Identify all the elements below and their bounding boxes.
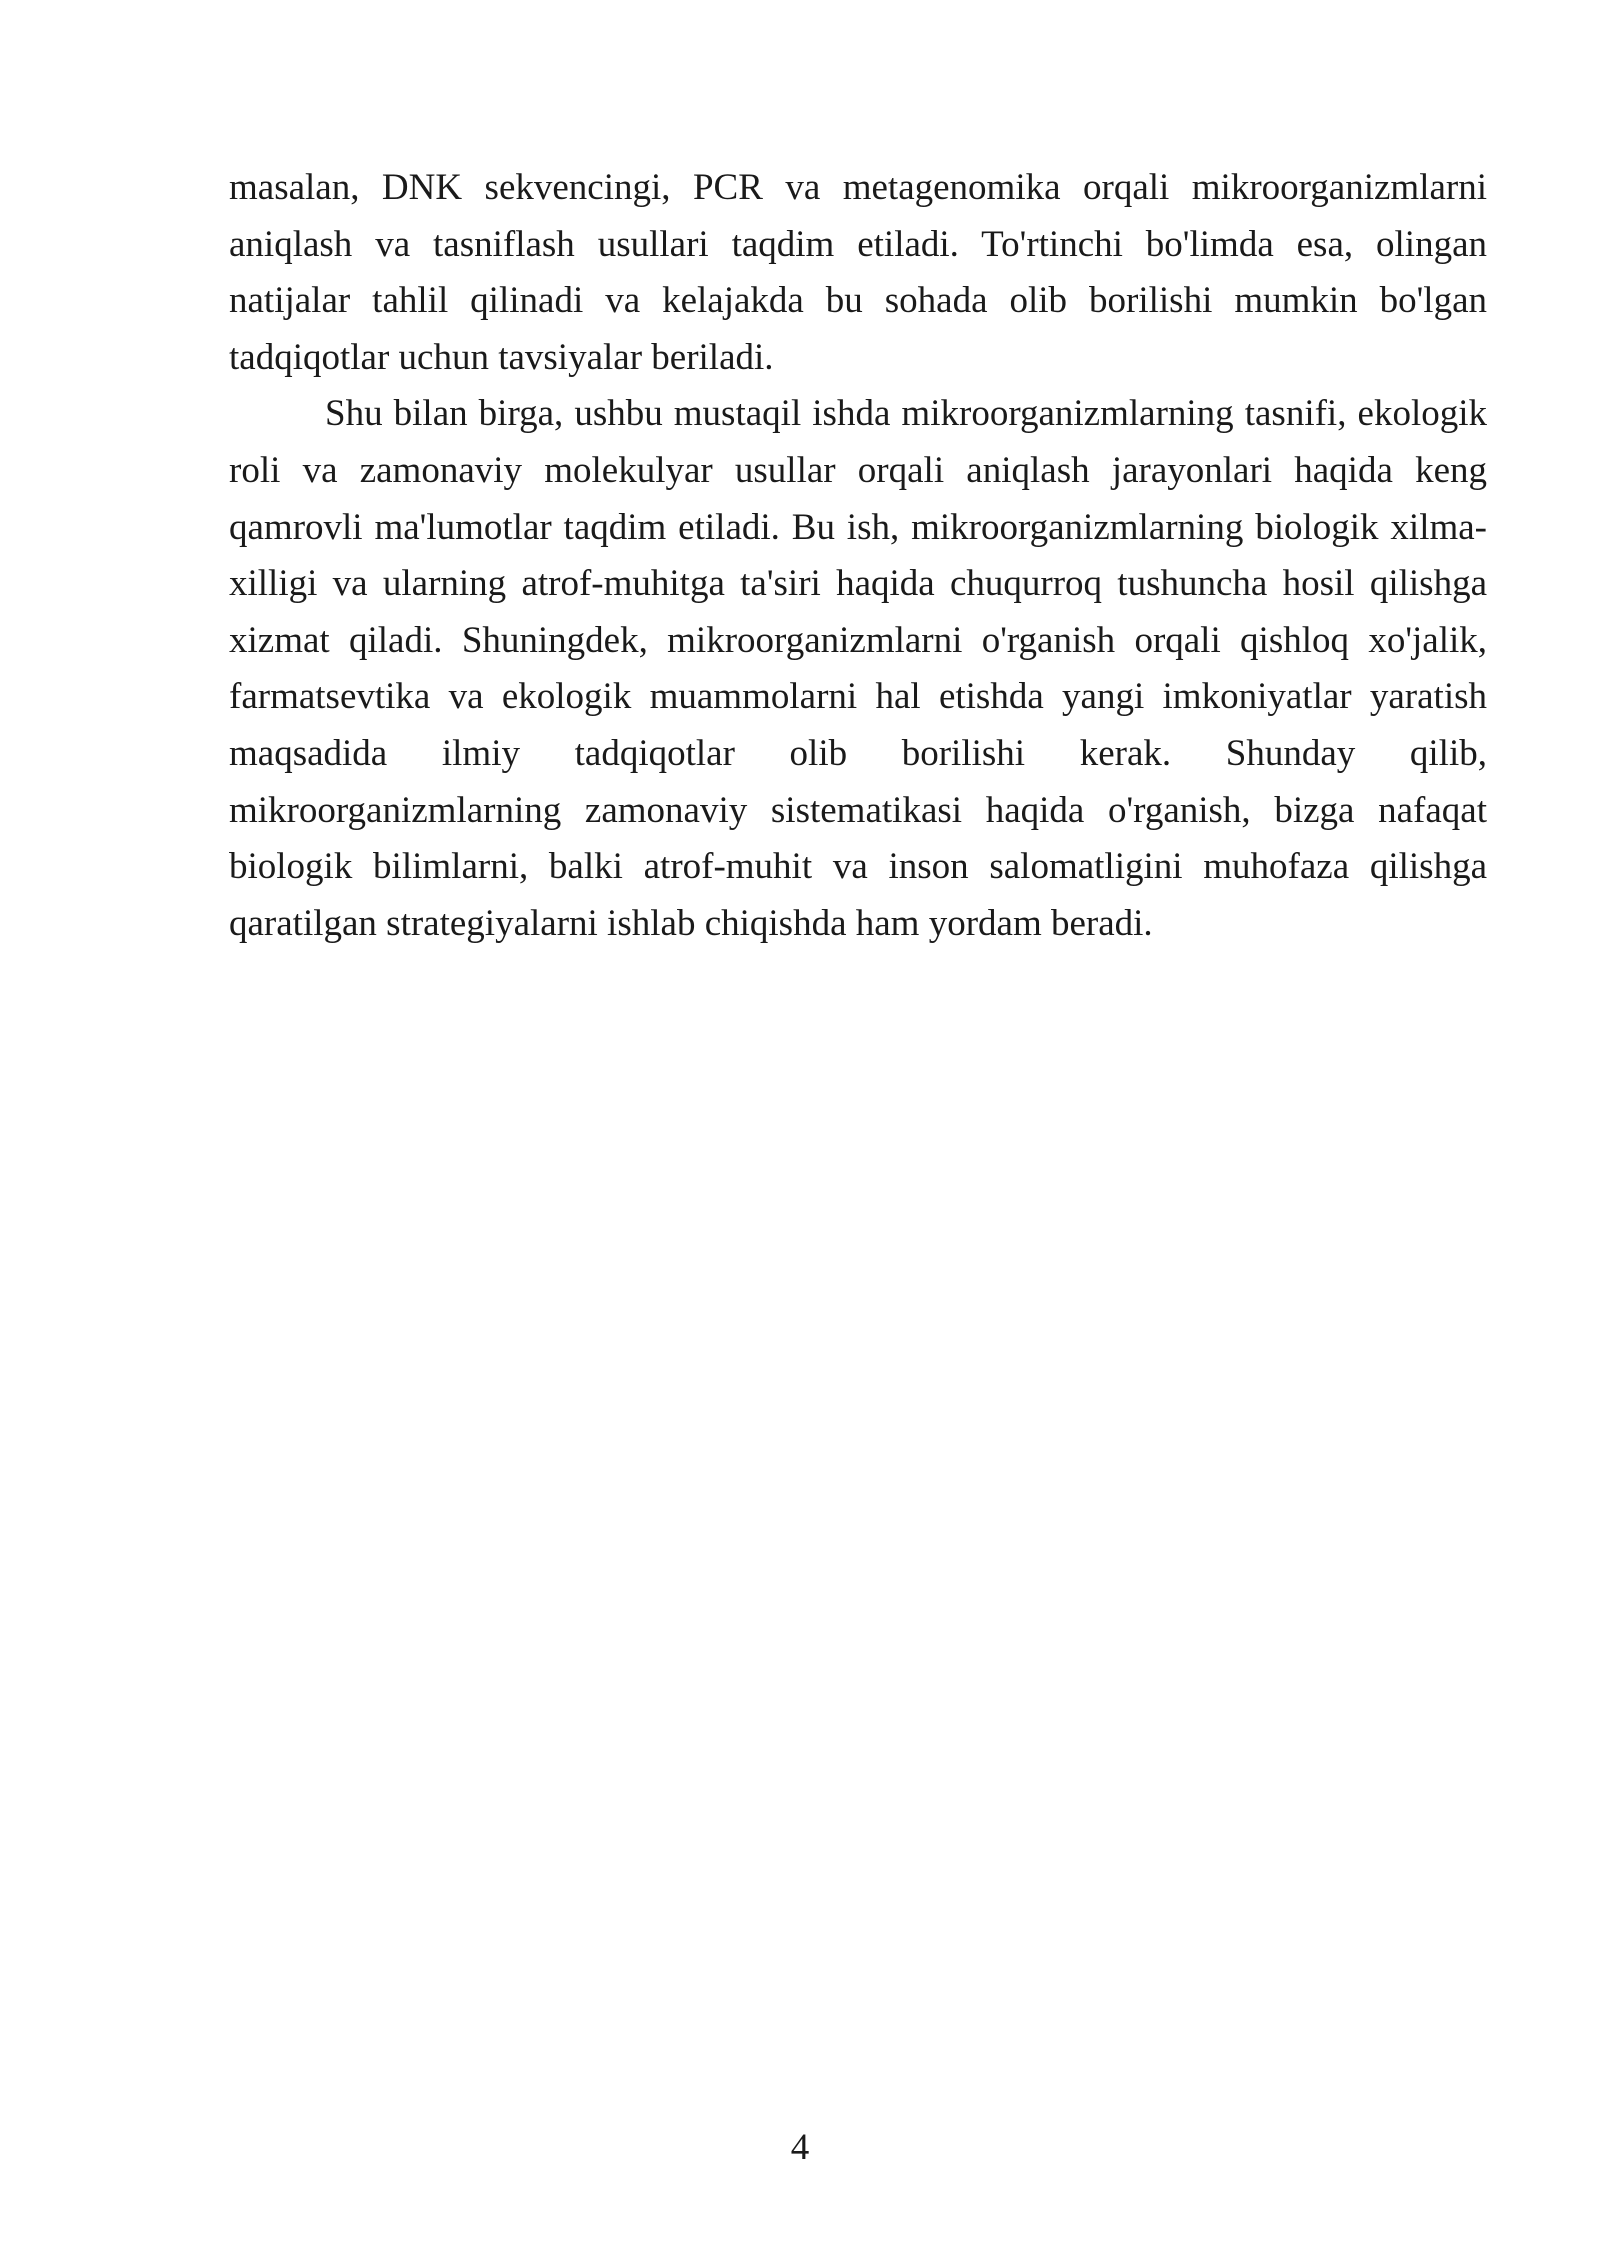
paragraph-summary: Shu bilan birga, ushbu mustaqil ishda mikroorganizmlarning tasnifi, ekologik roli va zamonaviy molekulyar usullar orqali aniqlash jarayonlari haqida keng qamrovli ma'lumotlar taqdim etiladi. Bu ish, mikroorganizmlarning biologik xilma-xilligi va ularning atrof-muhitga ta'siri haqida chuqurroq tushuncha hosil qilishga xizmat qiladi. Shuningdek, mikroorganizmlarni o'rganish orqali qishloq xo'jalik, farmatsevtika va ekologik muammolarni hal etishda yangi imkoniyatlar yaratish maqsadida ilmiy tadqiqotlar olib borilishi kerak. Shunday qilib, mikroorganizmlarning zamonaviy sistematikasi haqida o'rganish, bizga nafaqat biologik bilimlarni, balki atrof-muhit va inson salomatligini muhofaza qilishga qaratilgan strategiyalarni ishlab chiqishda ham yordam beradi. [229,393,1487,944]
page-number: 4 [790,2127,810,2168]
paragraph-continuation: masalan, DNK sekvencingi, PCR va metagenomika orqali mikroorganizmlarni aniqlash va tasniflash usullari taqdim etiladi. To'rtinchi bo'limda esa, olingan natijalar tahlil qilinadi va kelajakda bu sohada olib borilishi mumkin bo'lgan tadqiqotlar uchun tavsiyalar beriladi. [229,167,1487,378]
body-text [229,160,1487,952]
